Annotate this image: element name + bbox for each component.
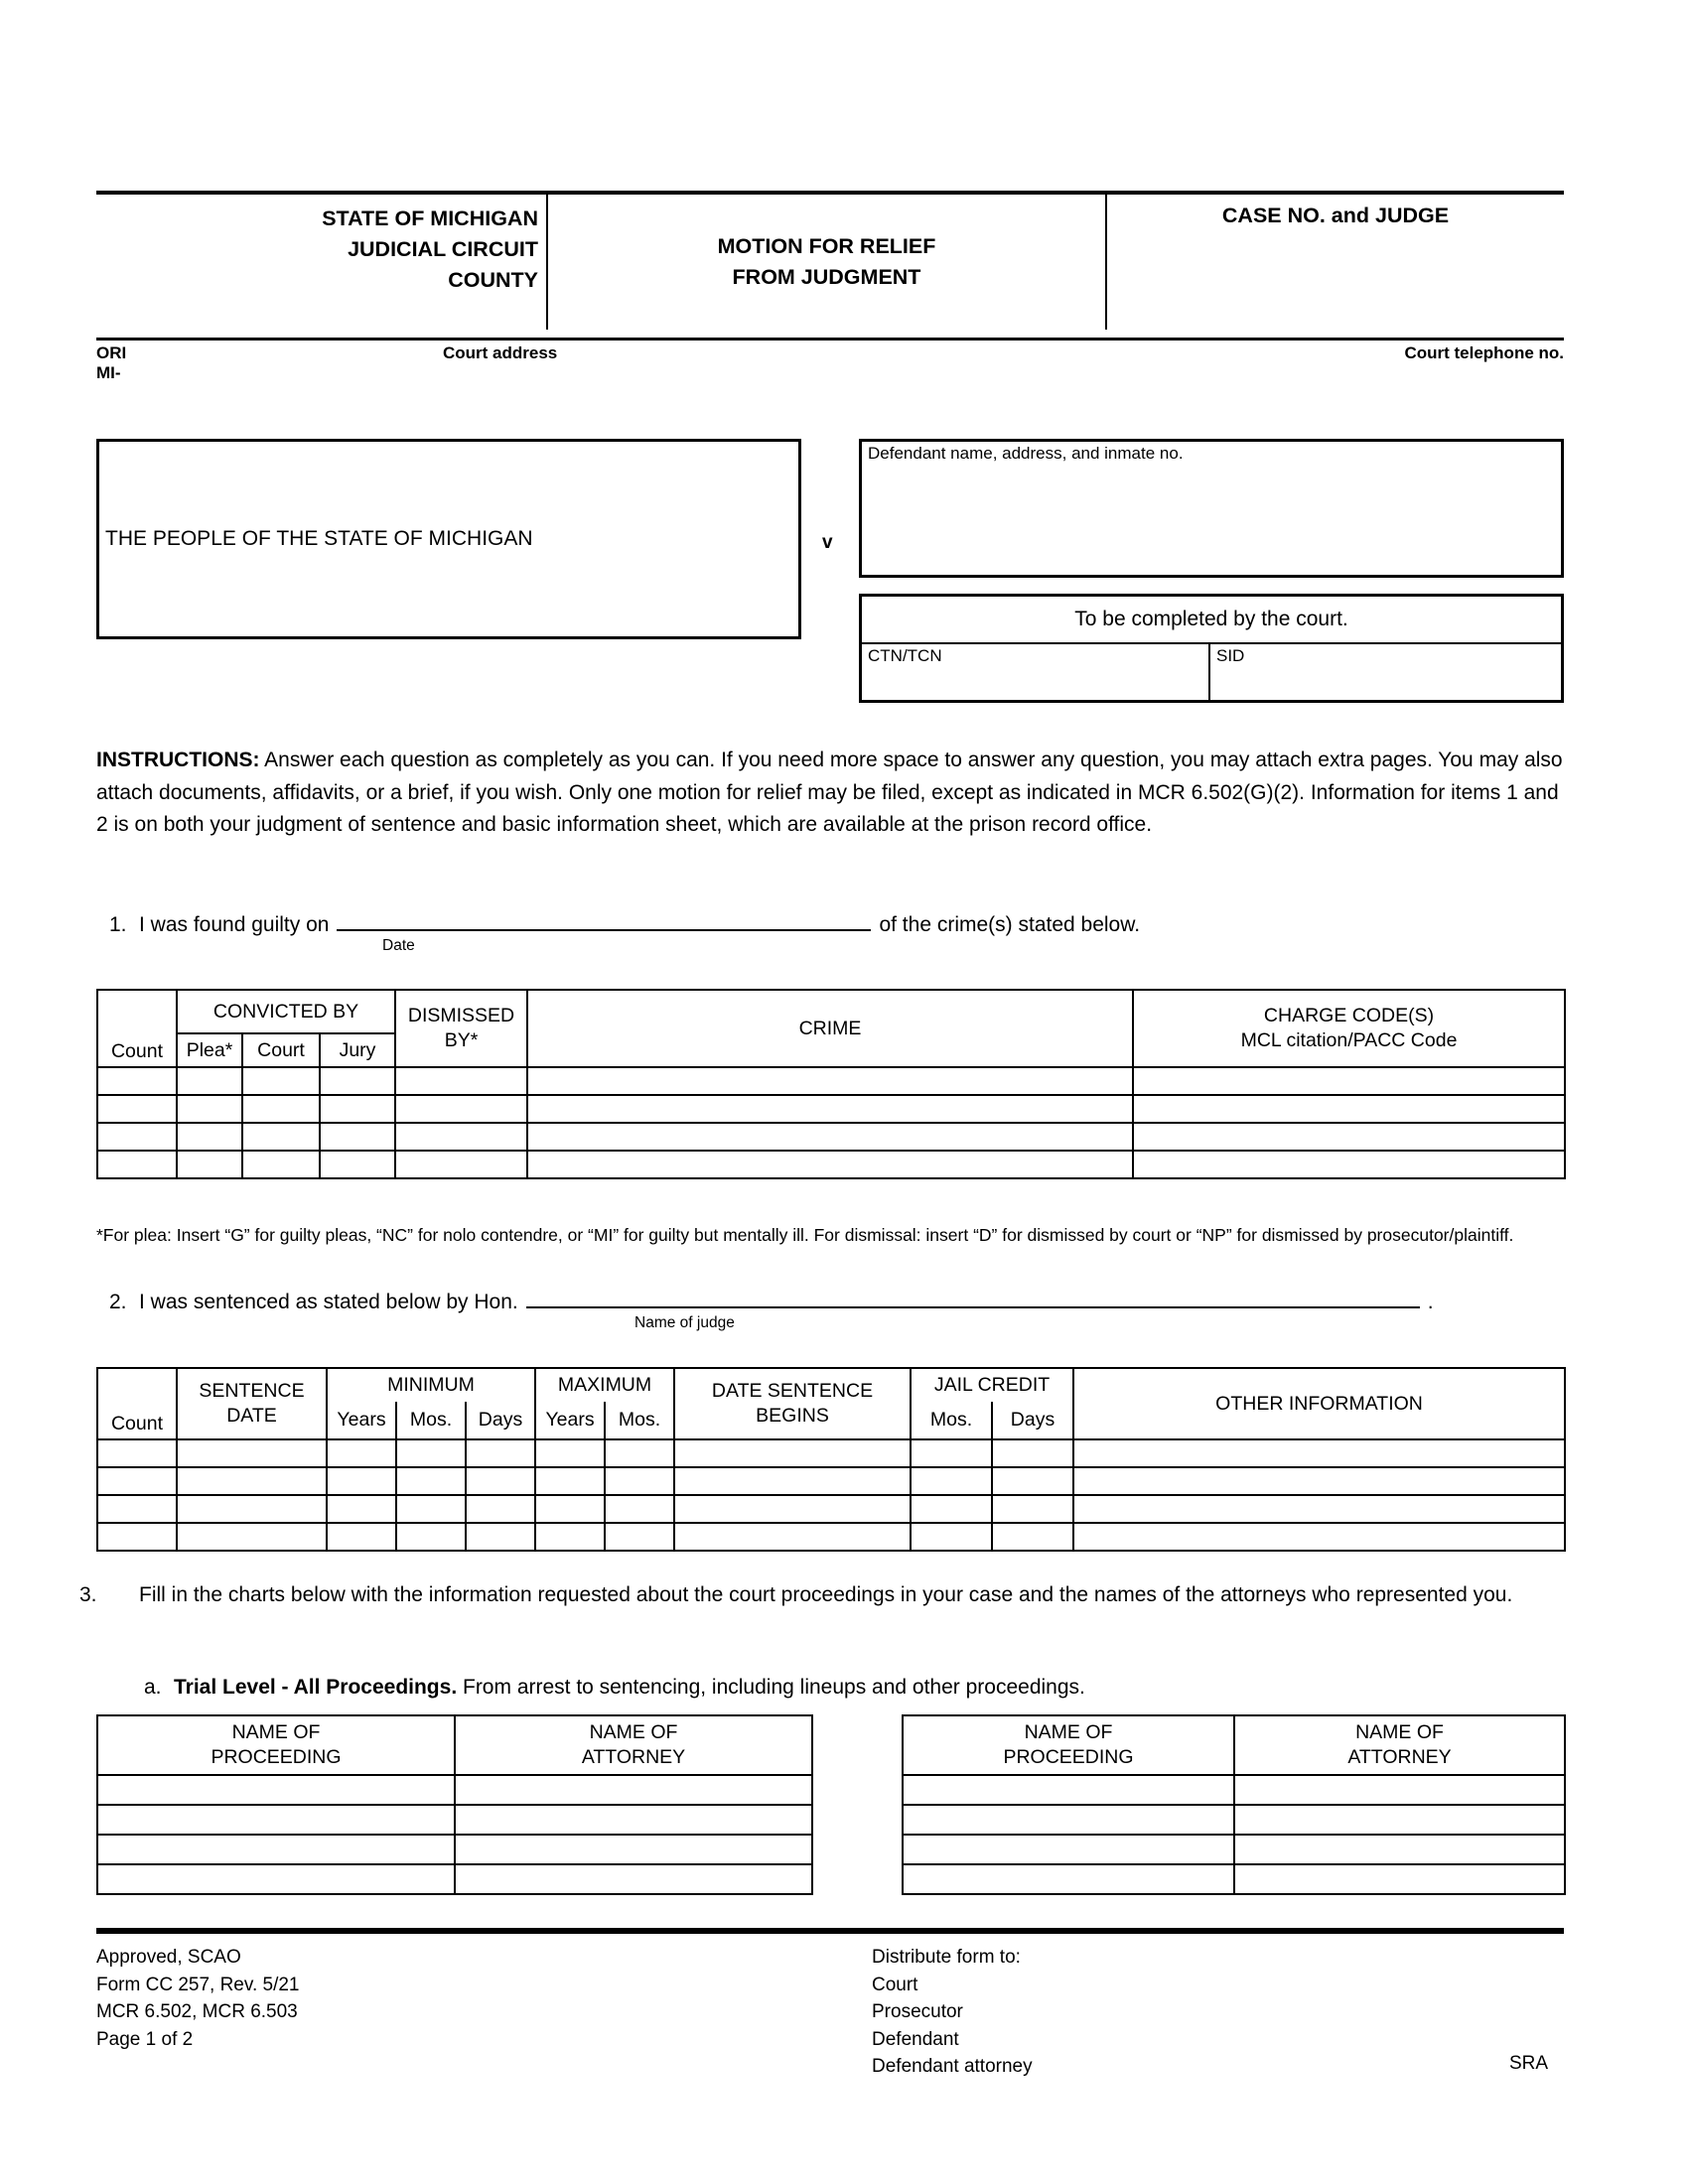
cell-max-years[interactable]	[535, 1439, 605, 1467]
cell-proceeding[interactable]	[97, 1835, 455, 1864]
table-row[interactable]	[97, 1523, 1565, 1551]
col-maximum: MAXIMUM	[535, 1368, 674, 1402]
cell-charge-code[interactable]	[1133, 1123, 1565, 1151]
cell-crime[interactable]	[527, 1095, 1133, 1123]
cell-attorney[interactable]	[1234, 1775, 1565, 1805]
cell-plea[interactable]	[177, 1151, 242, 1178]
cell-attorney[interactable]	[1234, 1864, 1565, 1894]
cell-jury[interactable]	[320, 1067, 395, 1095]
cell-count[interactable]	[97, 1495, 177, 1523]
instructions-label: INSTRUCTIONS:	[96, 749, 260, 771]
item-2-text-after: .	[1427, 1291, 1434, 1313]
cell-min-days[interactable]	[466, 1523, 535, 1551]
cell-jail-mos[interactable]	[911, 1439, 992, 1467]
footer-form-info	[96, 1944, 300, 2053]
case-number-and-judge-field[interactable]	[1107, 195, 1564, 330]
attorney-line-2: ATTORNEY	[581, 1746, 686, 1768]
cell-jail-days[interactable]	[992, 1439, 1073, 1467]
table-header-row	[903, 1715, 1565, 1775]
item-3a-title: Trial Level - All Proceedings.	[174, 1676, 458, 1699]
table-header-row	[97, 1715, 812, 1775]
instructions-body: Answer each question as completely as you can. If you need more space to answer any question, you may attach extra pages. You may also attach documents, affidavits, or a brief, if you wish. Only one motion for relief may be filed, except as indicated in MCR 6.502(G)(2). Information for items 1 and 2 is on both your judgment of sentence and basic information sheet, which are available at the prison record office.	[96, 749, 1563, 836]
table-row[interactable]	[97, 1495, 1565, 1523]
table-row[interactable]	[97, 1439, 1565, 1467]
item-2-text-before: I was sentenced as stated below by Hon.	[139, 1291, 518, 1313]
cell-min-mos[interactable]	[396, 1467, 466, 1495]
distribute-defendant: Defendant	[872, 2028, 959, 2050]
col-jail-credit: JAIL CREDIT	[911, 1368, 1073, 1402]
cell-attorney[interactable]	[455, 1805, 812, 1835]
proceeding-line-2: PROCEEDING	[1003, 1746, 1134, 1768]
item-3a-line	[144, 1674, 1564, 1702]
footer-page-number: Page 1 of 2	[96, 2028, 194, 2050]
item-3-line	[79, 1578, 1564, 1611]
defendant-label: Defendant name, address, and inmate no.	[868, 444, 1184, 463]
plaintiff-name: THE PEOPLE OF THE STATE OF MICHIGAN	[105, 527, 533, 550]
col-date-sentence-begins	[674, 1368, 911, 1439]
col-other-information: OTHER INFORMATION	[1073, 1368, 1565, 1439]
cell-court[interactable]	[242, 1067, 320, 1095]
cell-jury[interactable]	[320, 1151, 395, 1178]
cell-jury[interactable]	[320, 1123, 395, 1151]
court-use-fields	[862, 644, 1561, 700]
col-jail-mos: Mos.	[911, 1402, 992, 1439]
item-2-judge-blank[interactable]	[526, 1287, 1420, 1308]
cell-date-begins[interactable]	[674, 1495, 911, 1523]
proceeding-line-1: NAME OF	[231, 1721, 321, 1743]
ori-label-text: ORI	[96, 343, 127, 362]
col-name-of-attorney	[455, 1715, 812, 1775]
cell-attorney[interactable]	[1234, 1805, 1565, 1835]
cell-min-mos[interactable]	[396, 1495, 466, 1523]
cell-other-info[interactable]	[1073, 1439, 1565, 1467]
form-title	[548, 195, 1107, 330]
cell-count[interactable]	[97, 1151, 177, 1178]
cell-min-years[interactable]	[327, 1439, 396, 1467]
footer-divider	[96, 1928, 1564, 1934]
state-line: STATE OF MICHIGAN	[322, 206, 538, 230]
county-line: COUNTY	[448, 268, 538, 292]
table-row[interactable]	[97, 1835, 812, 1864]
cell-attorney[interactable]	[455, 1835, 812, 1864]
footer-mcr-citation: MCR 6.502, MCR 6.503	[96, 2001, 298, 2022]
item-3a-letter: a.	[144, 1676, 162, 1699]
cell-court[interactable]	[242, 1095, 320, 1123]
date-begins-line-2: BEGINS	[756, 1405, 829, 1427]
dismissed-by-line-2: BY*	[444, 1029, 479, 1051]
cell-max-mos[interactable]	[605, 1495, 674, 1523]
footer-distribution	[872, 1944, 1033, 2081]
cell-count[interactable]	[97, 1095, 177, 1123]
distribute-defendant-attorney: Defendant attorney	[872, 2056, 1033, 2077]
col-min-days: Days	[466, 1402, 535, 1439]
judicial-circuit-line: JUDICIAL CIRCUIT	[348, 237, 538, 261]
cell-plea[interactable]	[177, 1095, 242, 1123]
distribute-prosecutor: Prosecutor	[872, 2001, 963, 2022]
cell-proceeding[interactable]	[97, 1864, 455, 1894]
item-3-text: Fill in the charts below with the information requested about the court proceedings in your case and the names of the attorneys who represented you.	[139, 1583, 1513, 1606]
versus-marker: v	[822, 532, 833, 553]
col-plea: Plea*	[177, 1033, 242, 1067]
cell-min-days[interactable]	[466, 1495, 535, 1523]
court-use-box	[859, 594, 1564, 703]
cell-min-years[interactable]	[327, 1495, 396, 1523]
cell-jail-days[interactable]	[992, 1467, 1073, 1495]
col-max-mos: Mos.	[605, 1402, 674, 1439]
court-telephone-label: Court telephone no.	[1404, 343, 1564, 362]
item-2-judge-sublabel: Name of judge	[634, 1314, 735, 1331]
court-identification	[96, 195, 548, 330]
cell-min-days[interactable]	[466, 1439, 535, 1467]
col-min-mos: Mos.	[396, 1402, 466, 1439]
table-row[interactable]	[97, 1095, 1565, 1123]
cell-other-info[interactable]	[1073, 1467, 1565, 1495]
table-header-row	[97, 990, 1565, 1033]
col-count: Count	[97, 990, 177, 1067]
col-min-years: Years	[327, 1402, 396, 1439]
proceeding-line-1: NAME OF	[1024, 1721, 1113, 1743]
cell-attorney[interactable]	[455, 1864, 812, 1894]
item-2-number: 2.	[109, 1291, 127, 1313]
table-row[interactable]	[97, 1067, 1565, 1095]
charge-code-line-2: MCL citation/PACC Code	[1240, 1029, 1458, 1051]
ori-block	[96, 343, 126, 383]
cell-crime[interactable]	[527, 1151, 1133, 1178]
col-name-of-proceeding	[97, 1715, 455, 1775]
item-1-number: 1.	[109, 913, 127, 936]
cell-max-mos[interactable]	[605, 1523, 674, 1551]
table-row[interactable]	[97, 1775, 812, 1805]
proceeding-line-2: PROCEEDING	[211, 1746, 342, 1768]
cell-proceeding[interactable]	[903, 1805, 1234, 1835]
col-name-of-proceeding	[903, 1715, 1234, 1775]
cell-dismissed[interactable]	[395, 1123, 527, 1151]
sid-field[interactable]	[1210, 644, 1561, 700]
cell-jail-days[interactable]	[992, 1495, 1073, 1523]
cell-jail-mos[interactable]	[911, 1495, 992, 1523]
item-2-line	[109, 1287, 1564, 1316]
trial-proceedings-table-right	[902, 1714, 1566, 1895]
table-row[interactable]	[97, 1864, 812, 1894]
trial-proceedings-table-left	[96, 1714, 813, 1895]
cell-other-info[interactable]	[1073, 1523, 1565, 1551]
footer-sra-code: SRA	[1509, 2053, 1549, 2074]
form-caption-header	[96, 191, 1564, 330]
cell-max-mos[interactable]	[605, 1439, 674, 1467]
cell-other-info[interactable]	[1073, 1495, 1565, 1523]
sentence-table	[96, 1367, 1566, 1552]
attorney-line-1: NAME OF	[1355, 1721, 1444, 1743]
item-1-text-after: of the crime(s) stated below.	[879, 913, 1141, 936]
cell-charge-code[interactable]	[1133, 1067, 1565, 1095]
cell-jury[interactable]	[320, 1095, 395, 1123]
col-dismissed-by	[395, 990, 527, 1067]
cell-date-begins[interactable]	[674, 1439, 911, 1467]
col-charge-code	[1133, 990, 1565, 1067]
date-begins-line-1: DATE SENTENCE	[711, 1380, 874, 1402]
col-max-years: Years	[535, 1402, 605, 1439]
sentence-date-line-1: SENTENCE	[199, 1380, 305, 1402]
col-convicted-by: CONVICTED BY	[177, 990, 395, 1033]
col-sentence-date	[177, 1368, 327, 1439]
form-title-line-1: MOTION FOR RELIEF	[717, 234, 936, 258]
item-1-line	[109, 909, 1564, 939]
table-row[interactable]	[97, 1123, 1565, 1151]
distribute-court: Court	[872, 1974, 918, 1995]
ori-value-text: MI-	[96, 363, 121, 382]
col-jury: Jury	[320, 1033, 395, 1067]
col-name-of-attorney	[1234, 1715, 1565, 1775]
item-1-text-before: I was found guilty on	[139, 913, 330, 936]
cell-max-mos[interactable]	[605, 1467, 674, 1495]
cell-jail-mos[interactable]	[911, 1467, 992, 1495]
defendant-box[interactable]	[859, 439, 1564, 578]
cell-attorney[interactable]	[455, 1775, 812, 1805]
charge-code-line-1: CHARGE CODE(S)	[1263, 1005, 1435, 1026]
footer-approved-scao: Approved, SCAO	[96, 1947, 241, 1968]
cell-proceeding[interactable]	[903, 1835, 1234, 1864]
cell-jail-days[interactable]	[992, 1523, 1073, 1551]
case-number-label: CASE NO. and JUDGE	[1221, 204, 1450, 227]
table-row[interactable]	[903, 1775, 1565, 1805]
cell-charge-code[interactable]	[1133, 1151, 1565, 1178]
table-row[interactable]	[97, 1151, 1565, 1178]
plea-footnote: *For plea: Insert “G” for guilty pleas, “NC” for nolo contendre, or “MI” for guilty but mentally ill. For dismissal: insert “D” for dismissed by court or “NP” for dismissed by prosecutor/plaintiff.	[96, 1225, 1514, 1245]
cell-dismissed[interactable]	[395, 1095, 527, 1123]
cell-plea[interactable]	[177, 1067, 242, 1095]
ctn-tcn-field[interactable]	[862, 644, 1210, 700]
cell-proceeding[interactable]	[97, 1775, 455, 1805]
distribute-label: Distribute form to:	[872, 1947, 1021, 1968]
col-crime: CRIME	[527, 990, 1133, 1067]
cell-max-years[interactable]	[535, 1523, 605, 1551]
col-court: Court	[242, 1033, 320, 1067]
cell-date-begins[interactable]	[674, 1523, 911, 1551]
col-jail-days: Days	[992, 1402, 1073, 1439]
sid-label: SID	[1216, 646, 1245, 665]
cell-crime[interactable]	[527, 1123, 1133, 1151]
cell-min-days[interactable]	[466, 1467, 535, 1495]
form-title-line-2: FROM JUDGMENT	[732, 265, 921, 289]
col-count: Count	[97, 1368, 177, 1439]
table-row[interactable]	[97, 1467, 1565, 1495]
cell-count[interactable]	[97, 1523, 177, 1551]
table-row[interactable]	[903, 1835, 1565, 1864]
table-row[interactable]	[903, 1864, 1565, 1894]
sentence-date-line-2: DATE	[226, 1405, 277, 1427]
cell-count[interactable]	[97, 1467, 177, 1495]
cell-attorney[interactable]	[1234, 1835, 1565, 1864]
conviction-table	[96, 989, 1566, 1179]
cell-max-years[interactable]	[535, 1467, 605, 1495]
table-row[interactable]	[97, 1805, 812, 1835]
cell-proceeding[interactable]	[903, 1775, 1234, 1805]
item-3-number: 3.	[79, 1583, 97, 1606]
cell-min-mos[interactable]	[396, 1523, 466, 1551]
cell-count[interactable]	[97, 1123, 177, 1151]
ori-address-strip	[96, 338, 1564, 391]
court-address-label: Court address	[443, 343, 558, 362]
cell-sentence-date[interactable]	[177, 1439, 327, 1467]
instructions-paragraph	[96, 745, 1564, 842]
cell-proceeding[interactable]	[97, 1805, 455, 1835]
table-header-row	[97, 1368, 1565, 1402]
ctn-tcn-label: CTN/TCN	[868, 646, 942, 665]
cell-sentence-date[interactable]	[177, 1495, 327, 1523]
cell-date-begins[interactable]	[674, 1467, 911, 1495]
cell-count[interactable]	[97, 1439, 177, 1467]
cell-jail-mos[interactable]	[911, 1523, 992, 1551]
plaintiff-box	[96, 439, 801, 639]
cell-court[interactable]	[242, 1151, 320, 1178]
col-minimum: MINIMUM	[327, 1368, 535, 1402]
cell-min-mos[interactable]	[396, 1439, 466, 1467]
cell-proceeding[interactable]	[903, 1864, 1234, 1894]
dismissed-by-line-1: DISMISSED	[407, 1005, 515, 1026]
footer-form-number: Form CC 257, Rev. 5/21	[96, 1974, 300, 1995]
cell-court[interactable]	[242, 1123, 320, 1151]
cell-dismissed[interactable]	[395, 1151, 527, 1178]
table-row[interactable]	[903, 1805, 1565, 1835]
court-use-title: To be completed by the court.	[862, 597, 1561, 644]
cell-charge-code[interactable]	[1133, 1095, 1565, 1123]
cell-min-years[interactable]	[327, 1467, 396, 1495]
attorney-line-1: NAME OF	[589, 1721, 678, 1743]
item-1-date-sublabel: Date	[382, 937, 415, 954]
cell-plea[interactable]	[177, 1123, 242, 1151]
attorney-line-2: ATTORNEY	[1347, 1746, 1452, 1768]
cell-sentence-date[interactable]	[177, 1467, 327, 1495]
cell-min-years[interactable]	[327, 1523, 396, 1551]
cell-count[interactable]	[97, 1067, 177, 1095]
cell-max-years[interactable]	[535, 1495, 605, 1523]
cell-crime[interactable]	[527, 1067, 1133, 1095]
cell-dismissed[interactable]	[395, 1067, 527, 1095]
item-3a-rest: From arrest to sentencing, including lineups and other proceedings.	[457, 1676, 1085, 1699]
cell-sentence-date[interactable]	[177, 1523, 327, 1551]
item-1-date-blank[interactable]	[337, 909, 871, 931]
